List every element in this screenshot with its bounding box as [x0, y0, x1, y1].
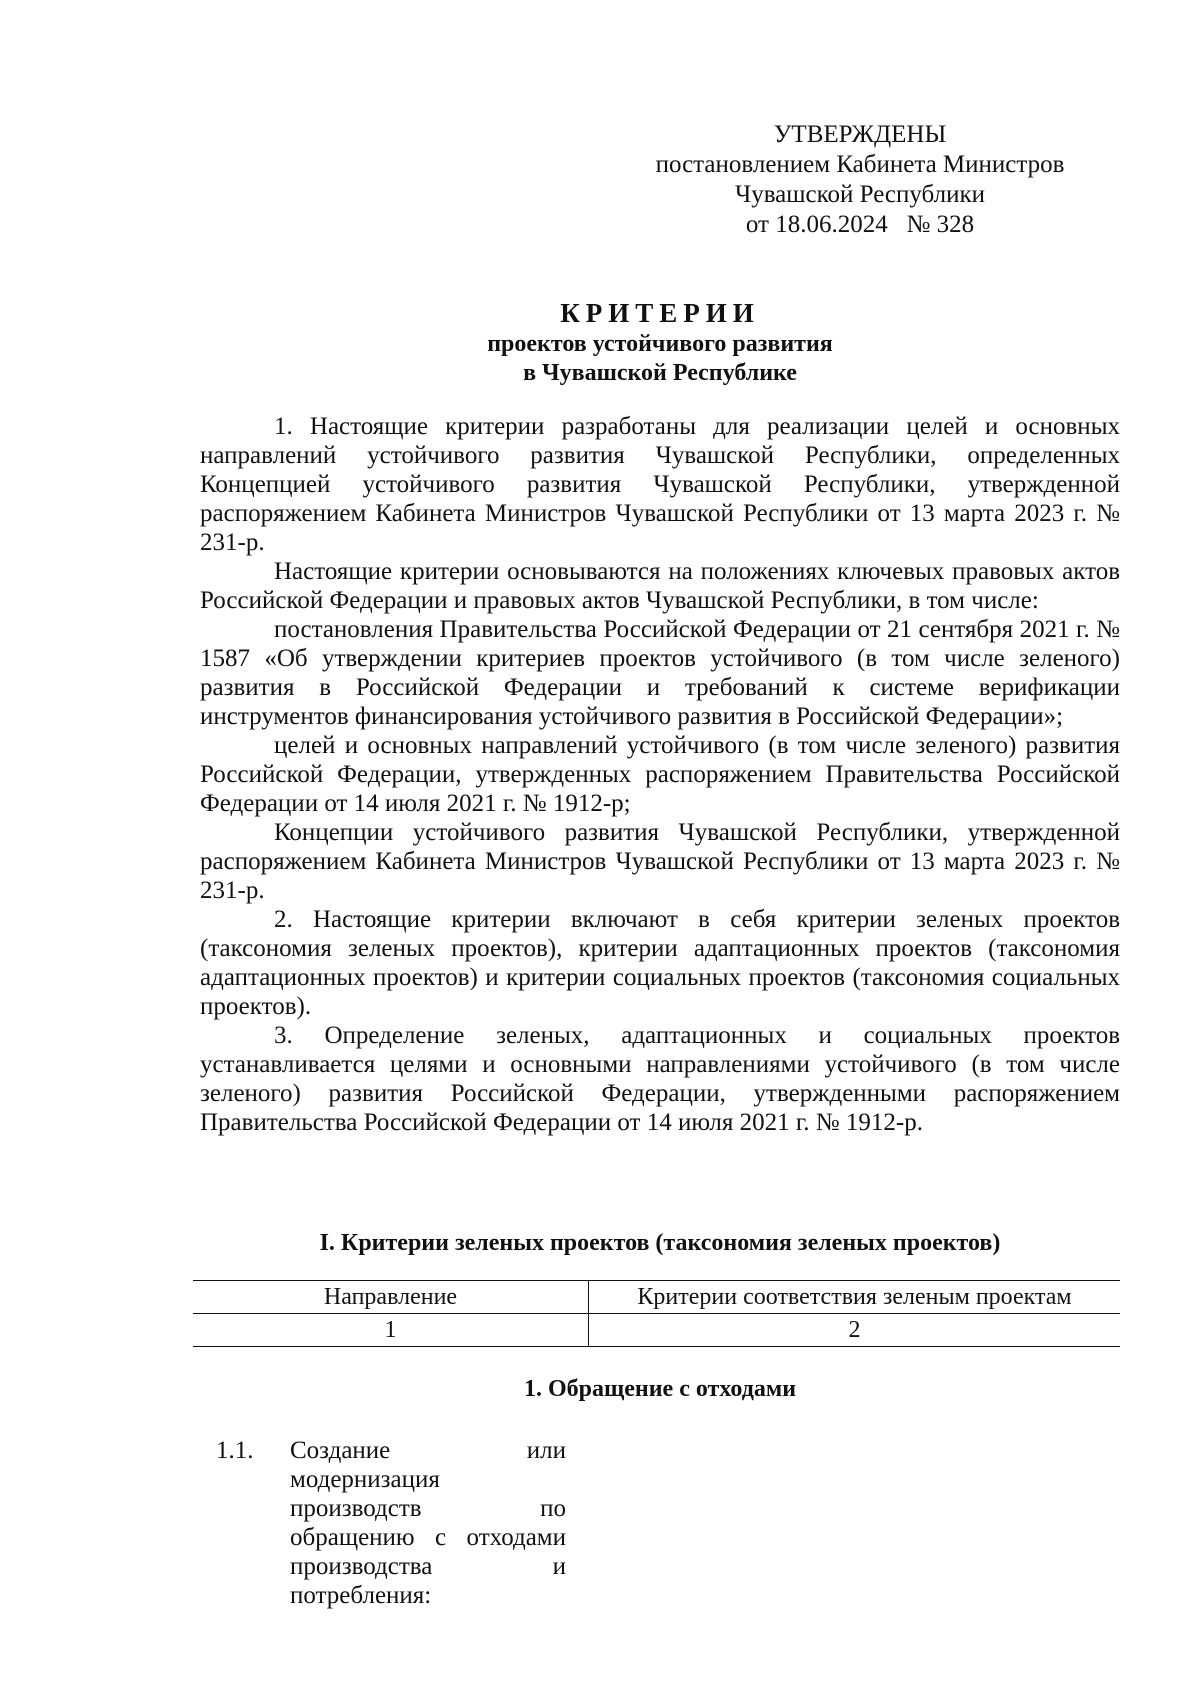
paragraph-2: Настоящие критерии основываются на положениях ключевых правовых актов Российской Федерации и правовых актов Чувашской Республики, в том числе:: [200, 558, 1120, 614]
paragraph-1: 1. Настоящие критерии разработаны для реализации целей и основных направлений устойчивого развития Чувашской Республики, определенных Концепцией устойчивого развития Чувашской Республики, утвержденной распоряжением Кабинета Министров Чувашской Республики от 13 марта 2023 г. № 231-р.: [200, 413, 1120, 556]
document-body: [200, 412, 1120, 1137]
subsection-heading: 1. Обращение с отходами: [523, 1376, 797, 1402]
paragraph-4: целей и основных направлений устойчивого (в том числе зеленого) развития Российской Федерации, утвержденных распоряжением Правительства Российской Федерации от 14 июля 2021 г. № 1912-р;: [200, 732, 1120, 817]
approval-stamp: [620, 120, 1100, 240]
criteria-table: [193, 1280, 1120, 1347]
approval-line-2: постановлением Кабинета Министров: [655, 151, 1065, 178]
table-header-criteria: Критерии соответствия зеленым проектам: [589, 1281, 1121, 1314]
table-column-number-2: 2: [589, 1314, 1121, 1347]
paragraph-3: постановления Правительства Российской Федерации от 21 сентября 2021 г. № 1587 «Об утверждении критериев проектов устойчивого (в том числе зеленого) развития в Российской Федерации и требований к системе верификации инструментов финансирования устойчивого развития в Российской Федерации»;: [200, 616, 1120, 730]
table-number-row: [193, 1314, 1120, 1347]
document-subtitle-line-2: в Чувашской Республике: [523, 360, 797, 386]
item-text: Создание или модернизация производств по обращению с отходами производства и потребления:: [290, 1437, 566, 1609]
table-column-number-1: 1: [193, 1314, 589, 1347]
approval-line-3: Чувашской Республики: [734, 181, 986, 208]
paragraph-7: 3. Определение зеленых, адаптационных и социальных проектов устанавливается целями и основными направлениями устойчивого (в том числе зеленого) развития Российской Федерации, утвержденными распоряжением Правительства Российской Федерации от 14 июля 2021 г. № 1912-р.: [200, 1022, 1120, 1136]
paragraph-6: 2. Настоящие критерии включают в себя критерии зеленых проектов (таксономия зеленых проектов), критерии адаптационных проектов (таксономия адаптационных проектов) и критерии социальных проектов (таксономия социальных проектов).: [200, 906, 1120, 1020]
approval-line-4: от 18.06.2024 № 328: [745, 211, 975, 238]
paragraph-5: Концепции устойчивого развития Чувашской Республики, утвержденной распоряжением Кабинета Министров Чувашской Республики от 13 марта 2023 г. № 231-р.: [200, 819, 1120, 904]
document-title: КРИТЕРИИ: [560, 298, 760, 328]
document-subtitle-line-1: проектов устойчивого развития: [487, 331, 833, 357]
item-number: 1.1.: [216, 1437, 254, 1464]
approval-line-1: УТВЕРЖДЕНЫ: [773, 121, 947, 148]
table-header-direction: Направление: [193, 1281, 589, 1314]
section-heading: I. Критерии зеленых проектов (таксономия зеленых проектов): [319, 1230, 1001, 1256]
table-header-row: [193, 1281, 1120, 1314]
document-title-block: [200, 296, 1120, 388]
